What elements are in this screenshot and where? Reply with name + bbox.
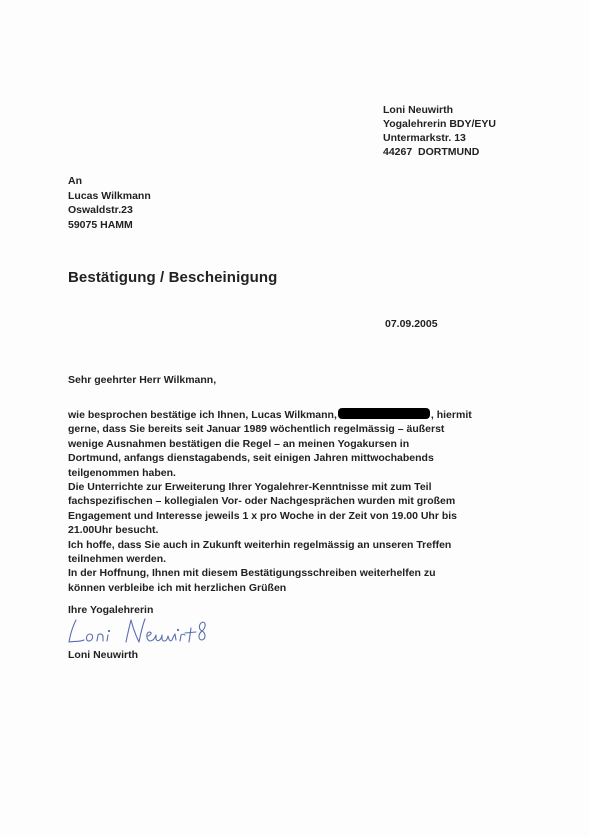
body-line: Die Unterrichte zur Erweiterung Ihrer Yogalehrer-Kenntnisse mit zum Teil [68, 481, 432, 494]
recipient-name: Lucas Wilkmann [68, 189, 151, 202]
recipient-city: 59075 HAMM [68, 218, 133, 231]
body-line: gerne, dass Sie bereits seit Januar 1989 wöchentlich regelmässig – äußerst [68, 423, 445, 436]
body-line: teilnehmen werden. [68, 553, 167, 566]
body-line: In der Hoffnung, Ihnen mit diesem Bestätigungsschreiben weiterhelfen zu [68, 567, 436, 580]
signer-name: Loni Neuwirth [68, 649, 138, 661]
letter-body [68, 408, 538, 595]
body-line: wenige Ausnahmen bestätigen die Regel – an meinen Yogakursen in [68, 437, 410, 450]
body-line: teilgenommen haben. [68, 466, 176, 479]
closing-line: Ihre Yogalehrerin [68, 604, 154, 616]
sender-city: 44267 DORTMUND [383, 146, 480, 158]
handwritten-signature [66, 614, 286, 650]
body-line: Engagement und Interesse jeweils 1 x pro Woche in der Zeit von 19.00 Uhr bis [68, 509, 457, 522]
sender-role: Yogalehrerin BDY/EYU [383, 118, 496, 130]
recipient-prefix: An [68, 175, 82, 187]
sender-street: Untermarkstr. 13 [383, 132, 466, 144]
body-line: fachspezifischen – kollegialen Vor- oder Nachgesprächen wurden mit großem [68, 495, 456, 508]
letter-title: Bestätigung / Bescheinigung [68, 269, 278, 286]
body-line: 21.00Uhr besucht. [68, 524, 159, 537]
body-line: Dortmund, anfangs dienstagabends, seit einigen Jahren mittwochabends [68, 452, 434, 465]
body-line-1-start: wie besprochen bestätige ich Ihnen, Lucas Wilkmann, [68, 409, 337, 421]
recipient-address [68, 174, 151, 232]
body-line-1 [68, 408, 538, 422]
sender-name: Loni Neuwirth [383, 104, 453, 116]
redaction-bar [338, 408, 430, 419]
salutation: Sehr geehrter Herr Wilkmann, [68, 374, 217, 386]
letter-date: 07.09.2005 [385, 318, 438, 330]
sender-address [383, 103, 496, 159]
body-line: können verbleibe ich mit herzlichen Grüßen [68, 581, 287, 594]
recipient-street: Oswaldstr.23 [68, 204, 133, 216]
body-line-1-end: , hiermit [430, 409, 472, 421]
body-line: Ich hoffe, dass Sie auch in Zukunft weiterhin regelmässig an unseren Treffen [68, 538, 452, 551]
